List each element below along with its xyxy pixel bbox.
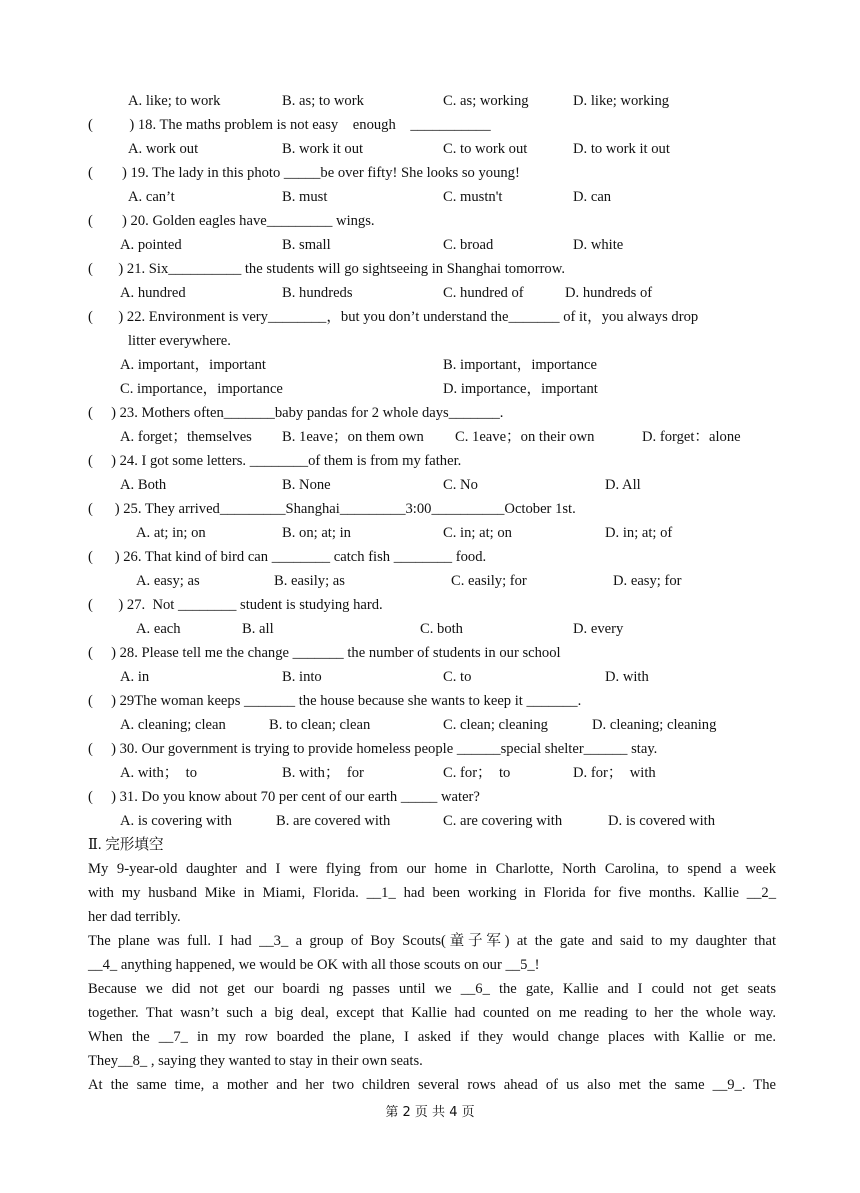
answer-option: A. easy; as [136,573,200,589]
answer-option: C. to [443,669,472,685]
cloze-paragraph-line: together. That wasn’t such a big deal, except that Kallie had counted on me reading to her the whole way. [88,1005,776,1021]
question-line: ( ) 21. Six__________ the students will go sightseeing in Shanghai tomorrow. [88,261,565,277]
answer-option: B. small [282,237,331,253]
answer-option: A. cleaning; clean [120,717,226,733]
question-line: ( ) 22. Environment is very________，but you don’t understand the_______ of it，you always drop [88,309,699,325]
cloze-paragraph-line: __4_ anything happened, we would be OK with all those scouts on our __5_! [88,957,540,973]
question-line: ( ) 27. Not ________ student is studying hard. [88,597,383,613]
answer-option: A. important，important [120,357,266,373]
cloze-paragraph-line: At the same time, a mother and her two children several rows ahead of us also met the same __9_. The [88,1077,776,1093]
question-line: ( ) 18. The maths problem is not easy enough ___________ [88,117,491,133]
answer-option: C. clean; cleaning [443,717,548,733]
cloze-paragraph-line: My 9-year-old daughter and I were flying from our home in Charlotte, North Carolina, to spend a week [88,861,776,877]
page-footer: 第 2 页 共 4 页 [385,1105,475,1120]
answer-option: C. to work out [443,141,528,157]
answer-option: D. cleaning; cleaning [592,717,717,733]
question-line: ( ) 24. I got some letters. ________of them is from my father. [88,453,462,469]
answer-option: litter everywhere. [128,333,231,349]
answer-option: D. in; at; of [605,525,673,541]
answer-option: A. at; in; on [136,525,206,541]
answer-option: D. like; working [573,93,670,109]
question-line: ( ) 28. Please tell me the change _______ the number of students in our school [88,645,561,661]
answer-option: D. for； with [573,765,656,781]
answer-option: D. hundreds of [565,285,653,301]
answer-option: C. mustn't [443,189,503,205]
answer-option: B. with； for [282,765,364,781]
answer-option: C. are covering with [443,813,563,829]
answer-option: C. both [420,621,463,637]
question-line: ( ) 23. Mothers often_______baby pandas for 2 whole days_______. [88,405,504,421]
question-line: ( ) 25. They arrived_________Shanghai_________3:00__________October 1st. [88,501,576,517]
question-line: ( ) 31. Do you know about 70 per cent of our earth _____ water? [88,789,480,805]
answer-option: A. pointed [120,237,182,253]
answer-option: C. easily; for [451,573,527,589]
answer-option: D. white [573,237,624,253]
answer-option: A. hundred [120,285,186,301]
answer-option: A. forget；themselves [120,429,252,445]
cloze-paragraph-line: When the __7_ in my row boarded the plane, I asked if they would change places with Kallie or me. [88,1029,776,1045]
answer-option: A. like; to work [128,93,221,109]
answer-option: D. importance，important [443,381,598,397]
answer-option: C. importance，importance [120,381,283,397]
answer-option: B. work it out [282,141,364,157]
answer-option: B. all [242,621,274,637]
answer-option: D. every [573,621,624,637]
answer-option: C. in; at; on [443,525,512,541]
answer-option: B. easily; as [274,573,345,589]
answer-option: B. None [282,477,331,493]
answer-option: C. 1eave；on their own [455,429,595,445]
question-line: ( ) 29The woman keeps _______ the house because she wants to keep it _______. [88,693,582,709]
answer-option: A. with； to [120,765,198,781]
answer-option: D. can [573,189,612,205]
answer-option: B. hundreds [282,285,353,301]
cloze-paragraph-line: her dad terribly. [88,909,181,925]
answer-option: A. is covering with [120,813,232,829]
answer-option: D. is covered with [608,813,715,829]
answer-option: B. important，importance [443,357,598,373]
question-line: ( ) 20. Golden eagles have_________ wings. [88,213,375,229]
answer-option: B. into [282,669,322,685]
answer-option: C. hundred of [443,285,524,301]
answer-option: B. 1eave；on them own [282,429,424,445]
question-line: ( ) 30. Our government is trying to provide homeless people ______special shelter______ stay. [88,741,658,757]
answer-option: B. must [282,189,328,205]
answer-option: A. each [136,621,181,637]
answer-option: C. broad [443,237,494,253]
answer-option: A. Both [120,477,167,493]
answer-option: D. with [605,669,649,685]
cloze-paragraph-line: with my husband Mike in Miami, Florida. __1_ had been working in Florida for five months. Kallie __2_ [88,885,776,901]
section-title: Ⅱ. 完形填空 [88,837,164,853]
answer-option: D. to work it out [573,141,670,157]
cloze-paragraph-line: They__8_ , saying they wanted to stay in their own seats. [88,1053,423,1069]
answer-option: B. to clean; clean [269,717,371,733]
answer-option: A. work out [128,141,199,157]
question-line: ( ) 26. That kind of bird can ________ catch fish ________ food. [88,549,487,565]
answer-option: B. as; to work [282,93,364,109]
question-line: ( ) 19. The lady in this photo _____be over fifty! She looks so young! [88,165,520,181]
answer-option: B. are covered with [276,813,391,829]
answer-option: B. on; at; in [282,525,351,541]
answer-option: C. as; working [443,93,529,109]
cloze-paragraph-line: Because we did not get our boardi ng passes until we __6_ the gate, Kallie and I could not get seats [88,981,776,997]
answer-option: D. forget：alone [642,429,741,445]
answer-option: A. in [120,669,150,685]
answer-option: C. for； to [443,765,511,781]
answer-option: C. No [443,477,478,493]
cloze-paragraph-line: The plane was full. I had __3_ a group of Boy Scouts(童子军) at the gate and said to my daughter that [88,933,776,949]
answer-option: A. can’t [128,189,175,205]
answer-option: D. easy; for [613,573,682,589]
answer-option: D. All [605,477,641,493]
